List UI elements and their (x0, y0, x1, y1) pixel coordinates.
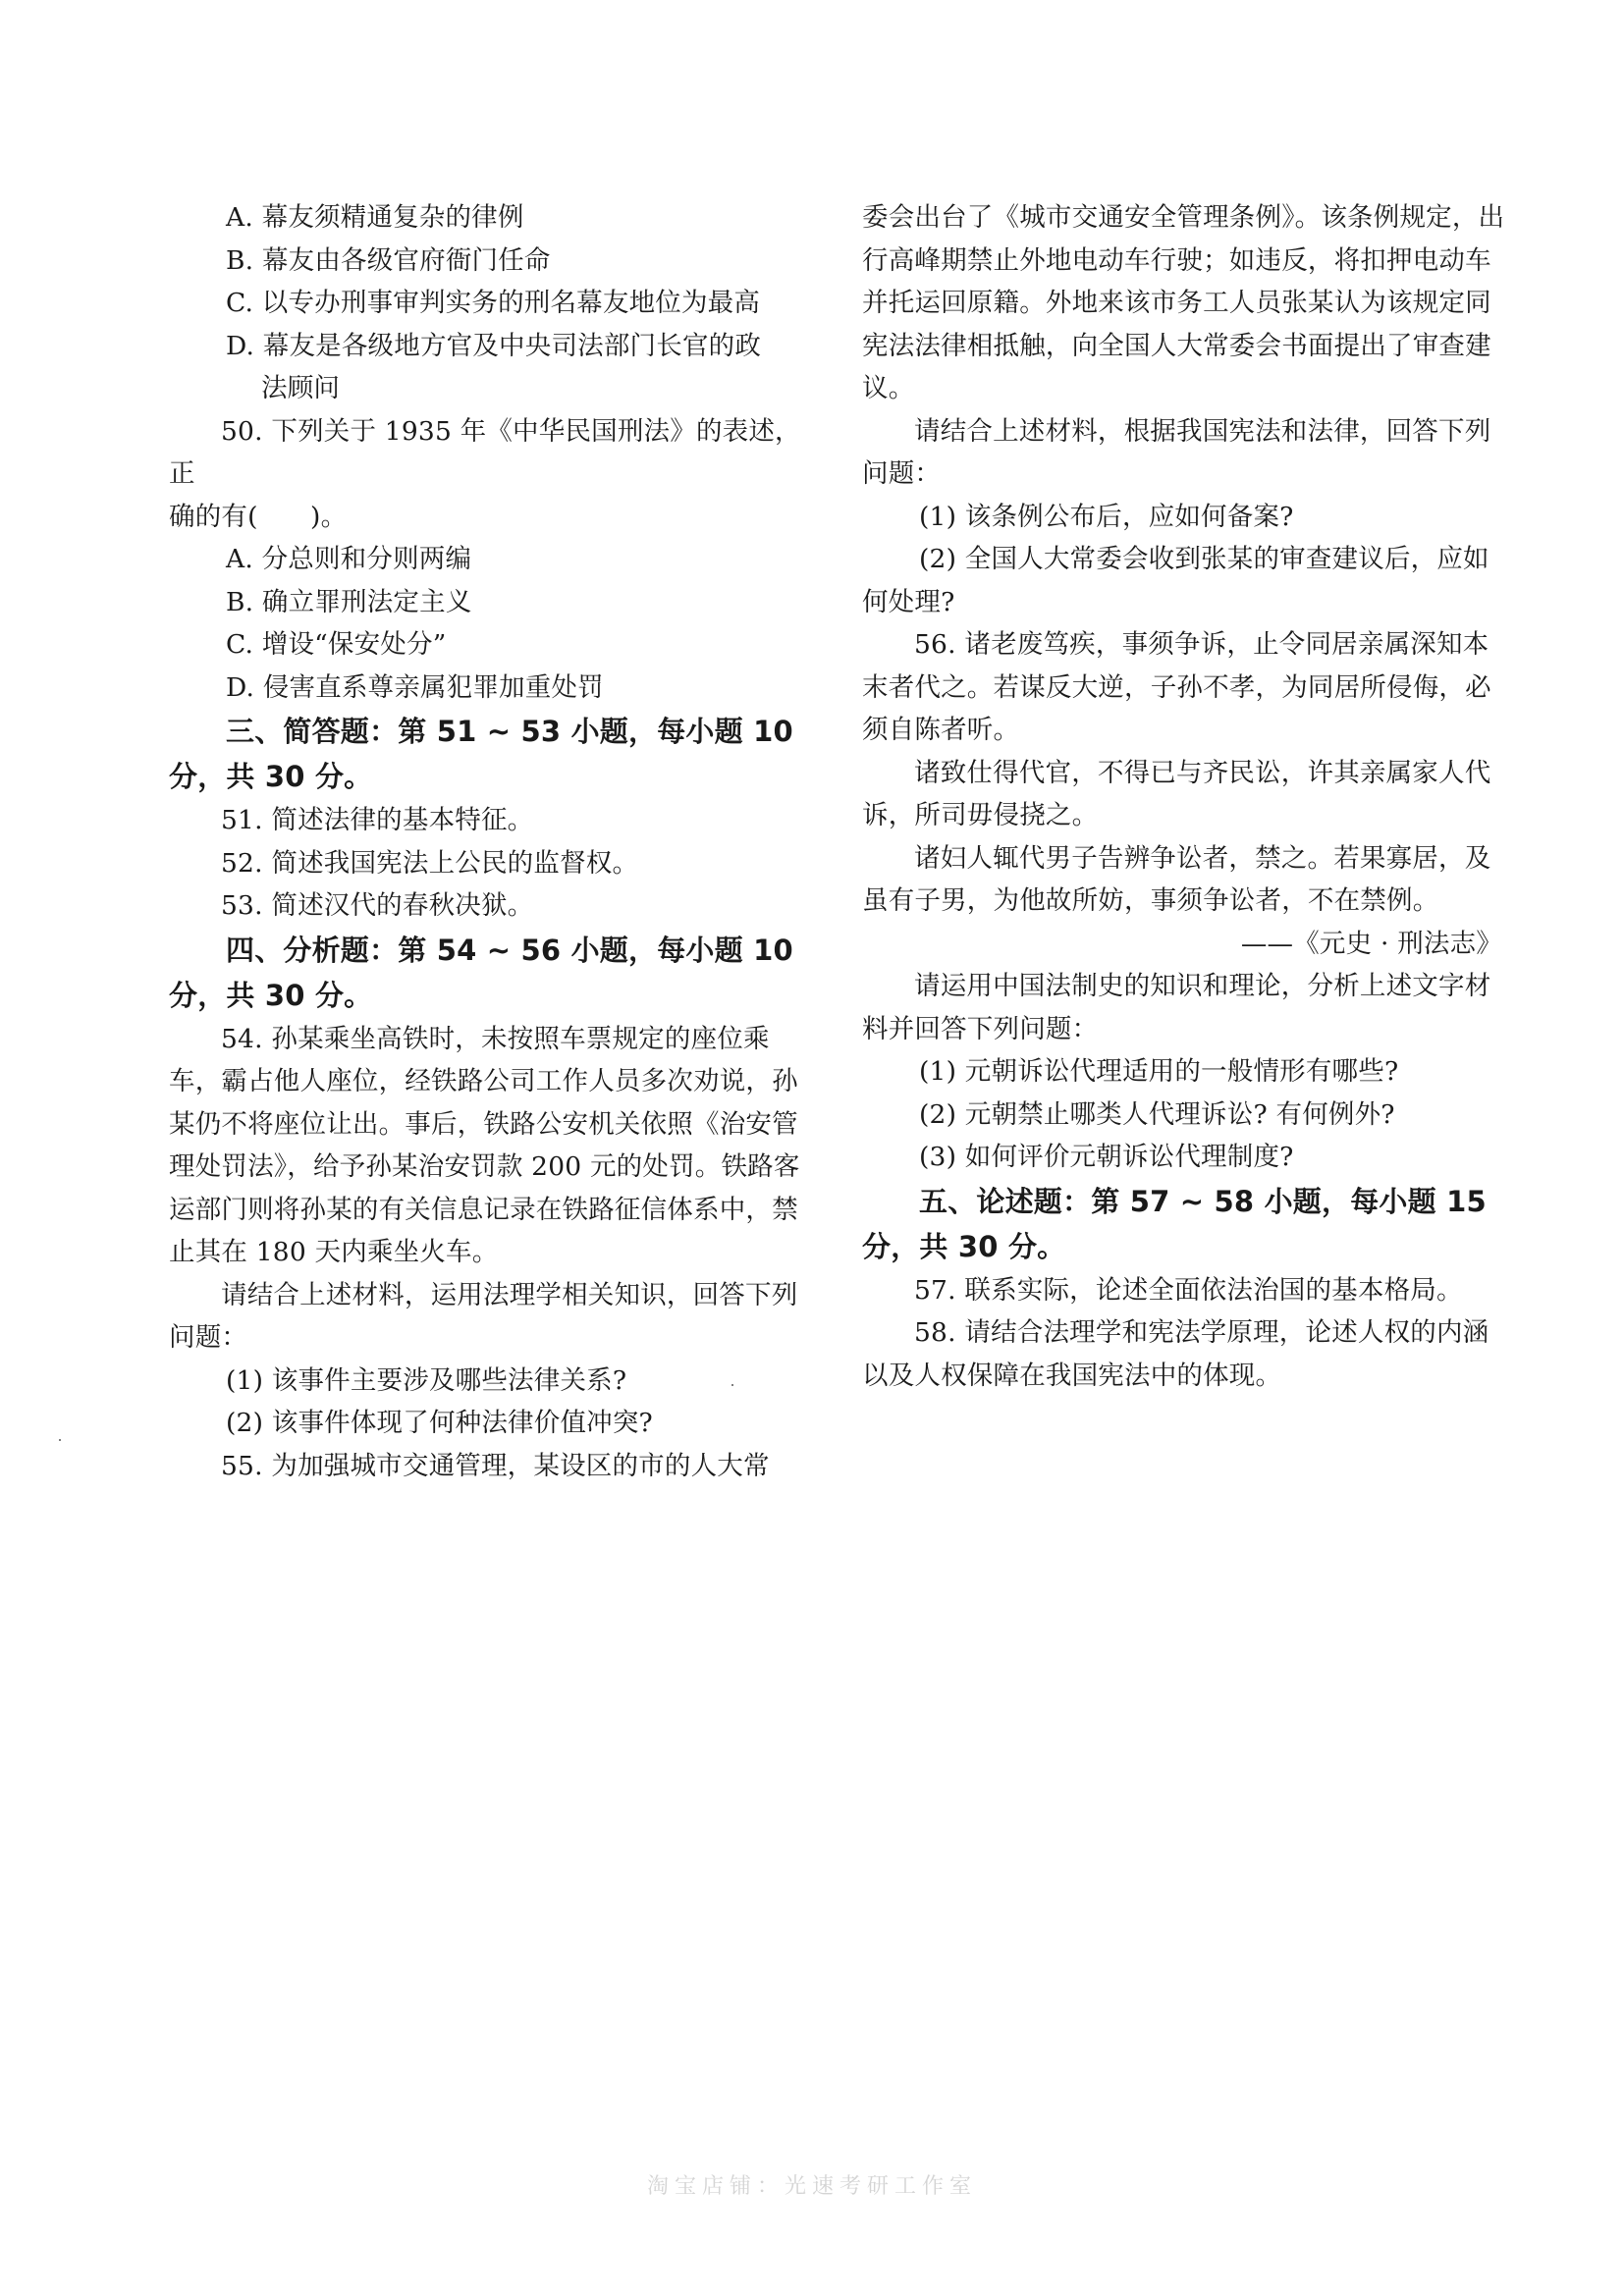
question-54-material: 54. 孙某乘坐高铁时，未按照车票规定的座位乘车，霸占他人座位，经铁路公司工作人员多次劝说，孙某仍不将座位让出。事后，铁路公安机关依照《治安管理处罚法》，给予孙某治安罚款 200 元的处罚。铁路客运部门则将孙某的有关信息记录在铁路征信体系中，禁止其在 180 天内乘坐火车。 (169, 1023, 800, 1267)
question-56-paragraph-2: 诸致仕得代官，不得已与齐民讼，许其亲属家人代诉，所司毋侵挠之。 (862, 757, 1491, 830)
question-54-sub-1: (1) 该事件主要涉及哪些法律关系? (226, 1364, 627, 1396)
question-57: 57. 联系实际，论述全面依法治国的基本格局。 (914, 1274, 1463, 1306)
question-54-prompt: 请结合上述材料，运用法理学相关知识，回答下列问题： (169, 1279, 798, 1353)
scan-speck (59, 1439, 61, 1441)
question-53: 53. 简述汉代的春秋决狱。 (221, 890, 534, 921)
watermark: 淘宝店铺：光速考研工作室 (646, 2174, 977, 2199)
q50-stem-continued: 确的有( )。 (169, 501, 348, 532)
left-column (169, 196, 807, 1487)
section-5-heading: 五、论述题：第 57 ~ 58 小题，每小题 15 (919, 1184, 1487, 1218)
q50-stem: 50. 下列关于 1935 年《中华民国刑法》的表述，正 (169, 415, 801, 489)
question-54-sub-2: (2) 该事件体现了何种法律价值冲突? (226, 1408, 653, 1438)
question-52: 52. 简述我国宪法上公民的监督权。 (221, 847, 639, 879)
question-55-start: 55. 为加强城市交通管理，某设区的市的人大常 (221, 1450, 770, 1481)
q50-option-c: C. 增设“保安处分” (226, 629, 447, 660)
q50-option-a: A. 分总则和分则两编 (226, 544, 472, 574)
question-58: 58. 请结合法理学和宪法学原理，论述人权的内涵以及人权保障在我国宪法中的体现。 (862, 1317, 1489, 1391)
q49-option-c: C. 以专办刑事审判实务的刑名幕友地位为最高 (226, 288, 761, 318)
question-56-prompt: 请运用中国法制史的知识和理论，分析上述文字材料并回答下列问题： (862, 971, 1491, 1044)
question-55-prompt: 请结合上述材料，根据我国宪法和法律，回答下列问题： (862, 415, 1491, 489)
section-3-heading-continued: 分，共 30 分。 (169, 760, 373, 793)
q49-option-d-continued: 法顾问 (261, 373, 341, 403)
right-column (862, 196, 1510, 1397)
question-55-sub-1: (1) 该条例公布后，应如何备案? (919, 501, 1294, 532)
question-56-paragraph-1: 56. 诸老废笃疾，事须争诉，止令同居亲属深知本末者代之。若谋反大逆，子孙不孝，为同居所侵侮，必须自陈者听。 (862, 629, 1491, 745)
question-56-sub-2: (2) 元朝禁止哪类人代理诉讼? 有何例外? (919, 1098, 1395, 1130)
section-3-heading: 三、简答题：第 51 ~ 53 小题，每小题 10 (226, 715, 793, 748)
question-55-material: 委会出台了《城市交通安全管理条例》。该条例规定，出行高峰期禁止外地电动车行驶；如违反，将扣押电动车并托运回原籍。外地来该市务工人员张某认为该规定同宪法法律相抵触，向全国人大常委会书面提出了审查建议。 (862, 202, 1505, 403)
question-56-sub-3: (3) 如何评价元朝诉讼代理制度? (919, 1142, 1294, 1172)
question-56-sub-1: (1) 元朝诉讼代理适用的一般情形有哪些? (919, 1056, 1399, 1087)
section-5-heading-continued: 分，共 30 分。 (862, 1229, 1066, 1263)
q49-option-a: A. 幕友须精通复杂的律例 (226, 202, 524, 233)
question-51: 51. 简述法律的基本特征。 (221, 805, 534, 835)
question-56-paragraph-3: 诸妇人辄代男子告辨争讼者，禁之。若果寡居，及虽有子男，为他故所妨，事须争讼者，不在禁例。 (862, 842, 1491, 916)
q49-option-b: B. 幕友由各级官府衙门任命 (226, 244, 551, 276)
scan-speck (731, 1384, 733, 1386)
question-55-sub-2: (2) 全国人大常委会收到张某的审查建议后，应如何处理? (862, 544, 1489, 617)
q49-option-d: D. 幕友是各级地方官及中央司法部门长官的政 (226, 330, 762, 361)
section-4-heading-continued: 分，共 30 分。 (169, 978, 373, 1012)
section-4-heading: 四、分析题：第 54 ~ 56 小题，每小题 10 (226, 933, 793, 967)
q50-option-b: B. 确立罪刑法定主义 (226, 586, 472, 617)
question-56-source: ——《元史 · 刑法志》 (1240, 928, 1502, 959)
q50-option-d: D. 侵害直系尊亲属犯罪加重处罚 (226, 671, 604, 703)
